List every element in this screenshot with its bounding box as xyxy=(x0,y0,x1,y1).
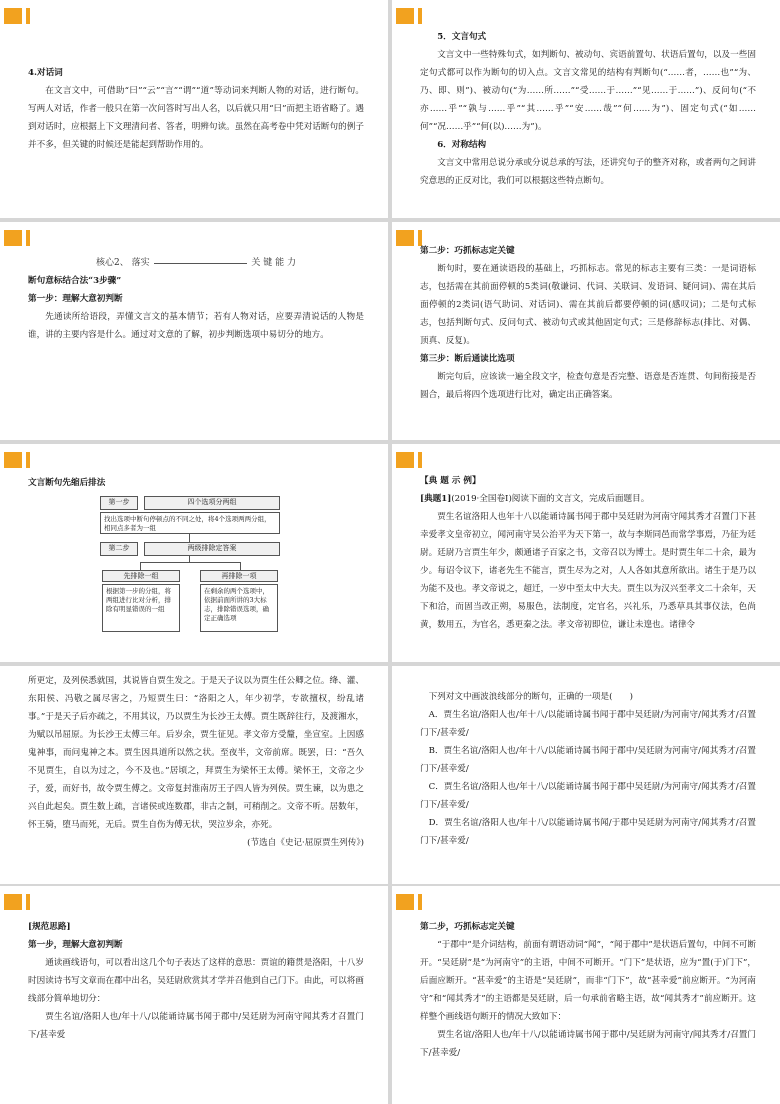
section-banner: 核心2、 落实 关 键 能 力 xyxy=(96,258,296,268)
question-label: [典题1] xyxy=(420,494,452,504)
slide-4 xyxy=(392,222,780,440)
step-heading: 第二步：巧抓标志定关键 xyxy=(420,246,515,256)
orange-deco xyxy=(396,894,430,910)
section-title: 断句意标结合法“3步骤” xyxy=(28,276,122,286)
step1-label: 第一步 xyxy=(100,496,138,510)
orange-deco xyxy=(4,894,38,910)
question-stem: 下列对文中画波浪线部分的断句，正确的一项是( ) xyxy=(428,692,633,702)
left-branch-desc: 根据第一步的分组，将两组进行比对分析，排除有明显错误的一组 xyxy=(102,584,180,632)
left-branch-head: 先排除一组 xyxy=(102,570,180,582)
step2-head: 两级排除定答案 xyxy=(144,542,280,556)
option-d[interactable]: D．贾生名谊/洛阳人也/年十八/以能诵诗属书闻/于郡中吴廷尉为河南守/闻其秀才/召置门下/甚幸爱/ xyxy=(420,818,756,846)
slide-8 xyxy=(392,666,780,884)
option-a[interactable]: A．贾生名谊/洛阳人也/年十八/以能诵诗属书闻于郡中吴廷尉/为河南守/闻其秀才/召置门下/甚幸爱/ xyxy=(420,710,756,738)
option-b[interactable]: B．贾生名谊/洛阳人也/年十八/以能诵诗属书闻于郡中/吴廷尉为河南守/闻其秀才/召置门下/甚幸爱/ xyxy=(420,746,756,774)
segmented-sentence: 贾生名谊/洛阳人也/年十八/以能诵诗属书闻于郡中/吴廷尉为河南守闻其秀才召置门下/甚幸爱 xyxy=(28,1012,364,1040)
paragraph: 文言文中一些特殊句式，如判断句、被动句、宾语前置句、状语后置句，以及一些固定句式都可以作为断句的切入点。文言文常见的结构有判断句(“……者，……也”“为、乃、即、则”)、被动句(“为……所……”“受……于……”“见……于……”)、反问句(“不亦……乎”“孰与……乎”“其……乎”“安……哉”“何……为”)、固定句式(“如……何”“况……乎”“何(以)……为”)。 xyxy=(420,50,756,132)
slide-1 xyxy=(0,0,388,218)
slide-7 xyxy=(0,666,388,884)
segmented-sentence: 贾生名谊/洛阳人也/年十八/以能诵诗属书闻于郡中/吴廷尉为河南守/闻其秀才/召置门下/甚幸爱/ xyxy=(420,1030,756,1058)
option-c[interactable]: C．贾生名谊/洛阳人也/年十八/以能诵诗属书闻于郡中吴廷尉/为河南守/闻其秀才/召置门下/甚幸爱/ xyxy=(420,782,756,810)
flow-diagram xyxy=(100,496,280,646)
diagram-title: 文言断句先缩后排法 xyxy=(28,478,106,488)
paragraph: 先通读所给语段，弄懂文言文的基本情节；若有人物对话，应要弄清说话的人物是谁，讲的主要内容是什么。通过对文意的了解，初步判断选项中易切分的地方。 xyxy=(28,312,364,340)
orange-deco xyxy=(396,8,430,24)
step1-head: 四个选项分两组 xyxy=(144,496,280,510)
paragraph: “于郡中”是介词结构，前面有谓语动词“闻”，“闻于郡中”是状语后置句，中间不可断开。“吴廷尉”是“为河南守”的主语，中间不可断开。“门下”是状语，应为“置(于)门下”，后面应断开。“甚幸爱”的主语是“吴廷尉”，而非“门下”，故“甚幸爱”前应断开。“为河南守”和“闻其秀才”的主语都是吴廷尉，后一句承前省略主语，故“闻其秀才”前应断开。这样整个画线语句断开的情况大致如下： xyxy=(420,940,756,1022)
orange-deco xyxy=(4,452,38,468)
question-source: (2019·全国卷Ⅰ)阅读下面的文言文，完成后面题目。 xyxy=(451,494,650,504)
example-banner: 【典 题 示 例】 xyxy=(420,476,481,486)
slide-5 xyxy=(0,444,388,662)
step-heading: 第一步，理解大意初判断 xyxy=(28,940,123,950)
slide-3 xyxy=(0,222,388,440)
step-heading: 第一步：理解大意初判断 xyxy=(28,294,123,304)
step2-label: 第二步 xyxy=(100,542,138,556)
right-branch-desc: 在剩余的两个选项中，依据前面所讲的3大标志，排除错误选项，确定正确选项 xyxy=(200,584,278,632)
paragraph: 通读画线语句，可以看出这几个句子表达了这样的意思：贾谊的籍贯是洛阳，十八岁时因读诗书写文章而在郡中出名，吴廷尉欣赏其才学并召他到自己门下。由此，可以将画线部分简单地切分： xyxy=(28,958,364,1004)
passage: 贾生名谊洛阳人也年十八以能诵诗属书闻于郡中吴廷尉为河南守闻其秀才召置门下甚幸爱孝文皇帝初立，闻河南守吴公治平为天下第一，故与李斯同邑而常学事焉，乃征为廷尉。廷尉乃言贾生年少，颇通诸子百家之书，文帝召以为博士。是时贾生年二十余，最为少。每诏令议下，诸老先生不能言，贾生尽为之对，人人各如其意所欲出。诸生于是乃以为能不及也。孝文帝说之，超迁，一岁中至太中大夫。贾生以为汉兴至孝文二十余年，天下和洽，而固当改正朔，易服色，法制度，定官名，兴礼乐，乃悉草具其事仪法，色尚黄，数用五，为官名，悉更秦之法。孝文帝初即位，谦让未遑也。诸律令 xyxy=(420,512,756,630)
step-heading: 第二步，巧抓标志定关键 xyxy=(420,922,515,932)
slide-6 xyxy=(392,444,780,662)
orange-deco xyxy=(396,452,430,468)
heading: [规范思路] xyxy=(28,922,71,932)
orange-deco xyxy=(4,8,38,24)
step1-desc: 找出选项中断句停顿点的不同之处，将4个选项两两分组，相同点多者为一组 xyxy=(100,512,280,534)
heading-2: 6．对称结构 xyxy=(437,140,487,150)
heading: 5．文言句式 xyxy=(437,32,487,42)
slide-9 xyxy=(0,886,388,1104)
step-heading-3: 第三步：断后通读比选项 xyxy=(420,354,515,364)
paragraph: 在文言文中，可借助“曰”“云”“言”“谓”“道”等动词来判断人物的对话，进行断句。写两人对话，作者一般只在第一次问答时写出人名，以后就只用“曰”而把主语省略了。遇到对话时，应根据上下文理清问者、答者，明辨句读。虽然在高考卷中凭对话断句的例子并不多，但关键的时候还是能起到帮助作用的。 xyxy=(28,86,364,150)
orange-deco xyxy=(4,230,38,246)
passage-source: (节选自《史记·屈原贾生列传》) xyxy=(247,838,364,848)
slide-10 xyxy=(392,886,780,1104)
slide-2 xyxy=(392,0,780,218)
right-branch-head: 再排除一项 xyxy=(200,570,278,582)
passage-continued: 所更定，及列侯悉就国，其说皆自贾生发之。于是天子议以为贾生任公卿之位。绛、灌、东阳侯、冯敬之属尽害之，乃短贾生曰：“洛阳之人，年少初学，专欲擅权，纷乱诸事。”于是天子后亦疏之，不用其议，乃以贾生为长沙王太傅。贾生既辞往行，及渡湘水，为赋以吊屈原。为长沙王太傅三年。后岁余，贾生征见。孝文帝方受釐，坐宣室。上因感鬼神事，而问鬼神之本。贾生因具道所以然之状。至夜半，文帝前席。既罢，曰：“吾久不见贾生，自以为过之，今不及也。”居顷之，拜贾生为梁怀王太傅。梁怀王，文帝之少子，爱，而好书，故令贾生傅之。文帝复封淮南厉王子四人皆为列侯。贾生谏，以为患之兴自此起矣。贾生数上疏，言诸侯或连数郡，非古之制，可稍削之。文帝不听。居数年，怀王骑，堕马而死，无后。贾生自伤为傅无状，哭泣岁余，亦死。 xyxy=(28,676,364,830)
paragraph: 断句时，要在通读语段的基础上，巧抓标志。常见的标志主要有三类：一是词语标志，包括需在其前面停顿的5类词(敬谦词、代词、关联词、发语词、疑问词)、需在其后面停顿的2类词(语气助词、对话词)、需在其前后都要停顿的词(感叹词)；二是句式标志，包括判断句式、反问句式、被动句式或其他固定句式；三是修辞标志(排比、对偶、顶真、反复)。 xyxy=(420,264,756,346)
heading: 4.对话词 xyxy=(28,68,63,78)
paragraph-2: 文言文中常用总说分承或分说总承的写法，还讲究句子的整齐对称，或者两句之间讲究意思的正反对比，我们可以根据这些特点断句。 xyxy=(420,158,756,186)
paragraph-2: 断完句后，应该读一遍全段文字，检查句意是否完整、语意是否连贯、句间衔接是否圆合，最后将四个选项进行比对，确定出正确答案。 xyxy=(420,372,756,400)
